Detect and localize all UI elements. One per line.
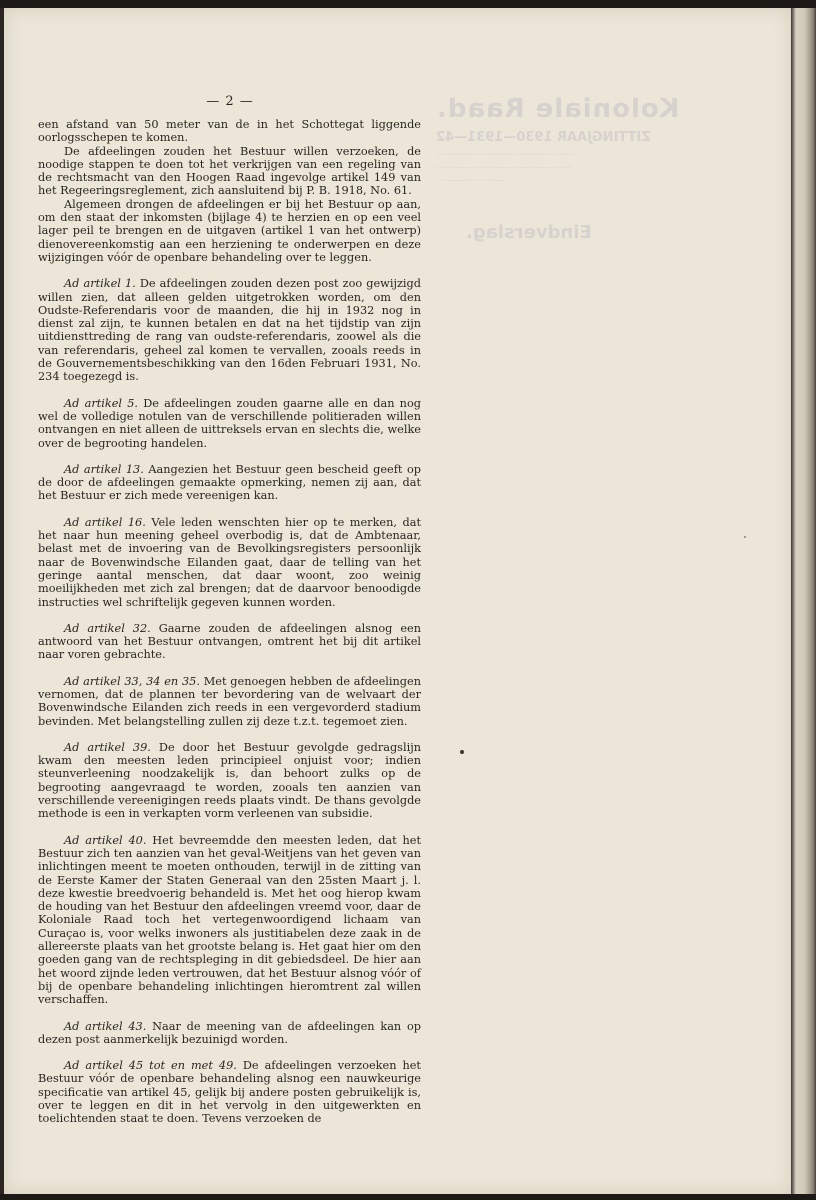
- bleed-title: Koloniale Raad.: [436, 94, 680, 124]
- bleed-heading: Eindverslag.: [466, 222, 592, 243]
- paragraph-artikel-13: [38, 463, 421, 503]
- bleed-line: ................................................: [436, 148, 574, 158]
- document-page: [4, 8, 791, 1194]
- scan-bottom-border: [0, 1194, 816, 1200]
- article-lead: Ad artikel 16.: [64, 515, 146, 529]
- paragraph-text: Aangezien het Bestuur geen bescheid geeft op de door de afdeelingen gemaakte opmerking, nemen zij aan, dat het Bestuur er zich mede vereenigen kan.: [38, 462, 421, 503]
- paragraph-inkomsten: [38, 198, 421, 264]
- paragraph-text: De afdeelingen zouden dezen post zoo gewijzigd willen zien, dat alleen gelden uitgetrokken worden, om den Oudste-Referendaris voor de maanden, die hij in 1932 nog in dienst zal zijn, te kunnen betalen en dat na het tijdstip van zijn uitdiensttreding de rang van oudste-referendaris, zoowel als die van referendaris, geheel zal komen te vervallen, zooals reeds in de Gouvernementsbeschikking van den 16den Februari 1931, No. 234 toegezegd is.: [38, 277, 421, 384]
- paragraph-artikel-16: [38, 516, 421, 609]
- paragraph-text: De afdeelingen zouden gaarne alle en dan nog wel de volledige notulen van de verschillende politieraden willen ontvangen en niet alleen de uittreksels ervan en slechts die, welke over de begrooting handelen.: [38, 396, 421, 450]
- article-lead: Ad artikel 32.: [64, 621, 151, 635]
- bleed-subtitle: ZITTINGJAAR 1930—1931—42: [436, 130, 651, 145]
- paragraph-text: Met genoegen hebben de afdeelingen vernomen, dat de plannen ter bevordering van de welvaart der Bovenwindsche Eilanden zich reeds in een vergevorderd stadium bevinden. Met belangstelling zullen zij deze t.z.t. tegemoet zien.: [38, 674, 421, 728]
- article-lead: Ad artikel 13.: [64, 462, 144, 476]
- bleed-line: ........................: [436, 174, 505, 184]
- paragraph-artikel-32: [38, 622, 421, 662]
- paragraph-text: De afdeelingen zouden het Bestuur willen verzoeken, de noodige stappen te doen tot het verkrijgen van een regeling van de rechtsmacht van den Hoogen Raad ingevolge artikel 149 van het Regeeringsreglement, zich aansluitend bij P. B. 1918, No. 61.: [38, 144, 421, 198]
- bleed-through-reverse-page: [436, 94, 796, 264]
- binding-edge: [791, 8, 816, 1194]
- paragraph-text: Algemeen drongen de afdeelingen er bij het Bestuur op aan, om den staat der inkomsten (bijlage 4) te herzien en op een veel lager peil te brengen en de uitgaven (artikel 1 van het ontwerp) dienovereenkomstig aan een herziening te onderwerpen en deze wijzigingen vóór de openbare behandeling over te leggen.: [38, 197, 421, 264]
- paragraph-artikel-43: [38, 1020, 421, 1047]
- paragraph-text: een afstand van 50 meter van de in het Schottegat liggende oorlogsschepen te komen.: [38, 118, 421, 145]
- article-lead: Ad artikel 39.: [64, 740, 151, 754]
- body-text-column: [38, 118, 421, 1126]
- paragraph-text: Gaarne zouden de afdeelingen alsnog een antwoord van het Bestuur ontvangen, omtrent het bij dit artikel naar voren gebrachte.: [38, 621, 421, 662]
- paragraph-text: Het bevreemdde den meesten leden, dat het Bestuur zich ten aanzien van het geval-Weitjens van het geven van inlichtingen meent te moeten onthouden, terwijl in de zitting van de Eerste Kamer der Staten Generaal van den 25sten Maart j. l. deze kwestie breedvoerig behandeld is. Met het oog hierop kwam de houding van het Bestuur den afdeelingen vreemd voor, daar de Koloniale Raad toch het vertegenwoordigend lichaam van Curaçao is, voor welks inwoners als justitiabelen deze zaak in de allereerste plaats van het grootste belang is. Het gaat hier om den goeden gang van de rechtspleging in dit gebiedsdeel. De hier aan het woord zijnde leden vertrouwen, dat het Bestuur alsnog vóór of bij de openbare behandeling inlichtingen hieromtrent zal willen verschaffen.: [38, 833, 421, 1007]
- article-lead: Ad artikel 1.: [64, 277, 136, 291]
- paragraph-text: Vele leden wenschten hier op te merken, dat het naar hun meening geheel overbodig is, dat de Ambtenaar, belast met de invoering van de Bevolkingsregisters persoonlijk naar de Bovenwindsche Eilanden gaat, daar de telling van het geringe aantal menschen, dat daar woont, zoo weinig moeilijkheden met zich zal brengen; dat de daarvoor benoodigde instructies wel schriftelijk gegeven kunnen worden.: [38, 515, 421, 609]
- article-lead: Ad artikel 5.: [64, 396, 138, 410]
- paragraph-rechtsmacht: [38, 145, 421, 198]
- bleed-line: ...............................................: [436, 161, 571, 171]
- paragraph-text: De afdeelingen verzoeken het Bestuur vóór de openbare behandeling alsnog een nauwkeurige specificatie van artikel 45, gelijk bij andere posten gebruikelijk is, over te leggen en dit in het vervolg in den uitgewerkten en toelichtenden staat te doen. Tevens verzoeken de: [38, 1059, 421, 1126]
- paragraph-artikel-39: [38, 741, 421, 821]
- paragraph-text: Naar de meening van de afdeelingen kan op dezen post aanmerkelijk bezuinigd worden.: [38, 1019, 421, 1046]
- article-lead: Ad artikel 45 tot en met 49.: [64, 1059, 237, 1073]
- paragraph-artikel-45-49: [38, 1059, 421, 1125]
- scan-top-border: [0, 0, 816, 8]
- ink-speck: [460, 750, 464, 754]
- paragraph-artikel-40: [38, 834, 421, 1007]
- paragraph-artikel-33-35: [38, 675, 421, 728]
- article-lead: Ad artikel 33, 34 en 35.: [64, 674, 200, 688]
- article-lead: Ad artikel 43.: [64, 1019, 147, 1033]
- paragraph-artikel-1: [38, 277, 421, 383]
- paragraph-text: De door het Bestuur gevolgde gedragslijn kwam den meesten leden principieel onjuist voor; indien steunverleening noodzakelijk is, dan behoort zulks op de begrooting aangevraagd te worden, zooals ten aanzien van verschillende vereenigingen reeds plaats vindt. De thans gevolgde methode is een in verkapten vorm verleenen van subsidie.: [38, 740, 421, 821]
- paragraph-artikel-5: [38, 397, 421, 450]
- paragraph-continuation: [38, 118, 421, 145]
- article-lead: Ad artikel 40.: [64, 833, 147, 847]
- ink-speck: [744, 536, 746, 538]
- page-number: — 2 —: [206, 94, 254, 109]
